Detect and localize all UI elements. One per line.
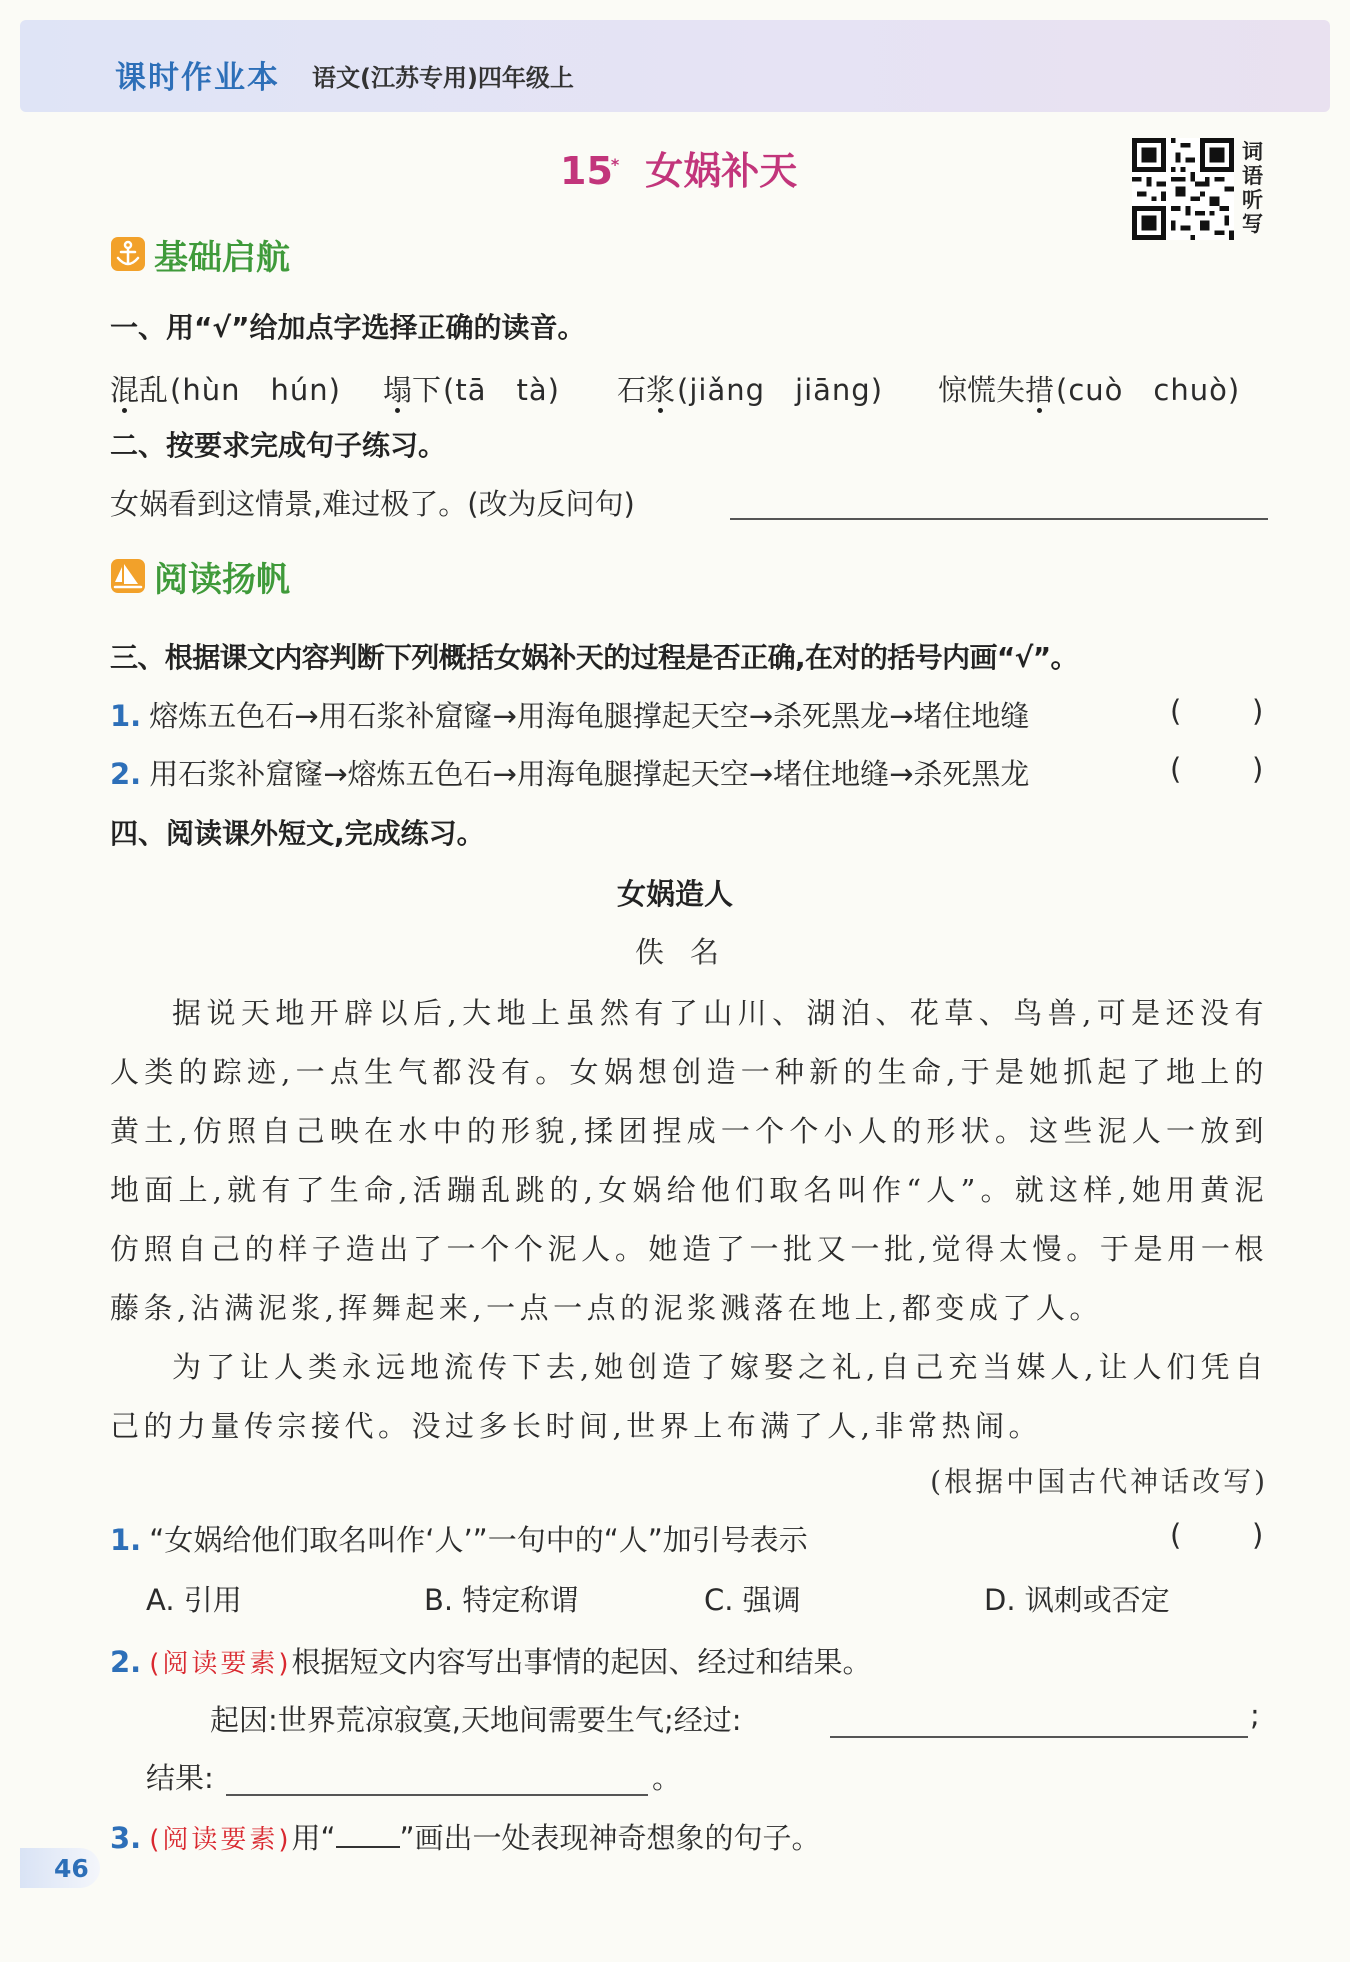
sail-icon [110, 558, 146, 594]
section-basic-heading: 基础启航 [110, 234, 290, 274]
page-number: 46 [54, 1854, 89, 1883]
result-answer-line[interactable] [226, 1794, 648, 1796]
option-b[interactable]: B. 特定称谓 [424, 1583, 579, 1617]
q1-heading: 一、用“√”给加点字选择正确的读音。 [110, 311, 586, 344]
q3-answer-paren[interactable]: ( [1170, 694, 1182, 728]
source-note: (根据中国古代神话改写) [930, 1465, 1268, 1498]
passage-author: 佚名 [634, 935, 745, 969]
section-reading-heading: 阅读扬帆 [110, 556, 290, 596]
qr-code-icon[interactable] [1132, 138, 1234, 240]
q4-sub2: 2. (阅读要素)根据短文内容写出事情的起因、经过和结果。 [110, 1645, 872, 1679]
passage-paragraph: 为了让人类永远地流传下去,她创造了嫁娶之礼,自己充当媒人,让人们凭自己的力量传宗接代。没过多长时间,世界上布满了人,非常热闹。 [110, 1350, 1268, 1443]
q4-sub1-answer-paren[interactable]: ( [1170, 1518, 1182, 1552]
q3-item: 2. 用石浆补窟窿→熔炼五色石→用海龟腿撑起天空→堵住地缝→杀死黑龙 [110, 757, 1030, 791]
pinyin-item: 混乱(hùn hún) [110, 373, 341, 407]
q2-answer-line[interactable] [730, 518, 1268, 520]
anchor-icon [110, 236, 146, 272]
option-a[interactable]: A. 引用 [146, 1583, 242, 1617]
q2-sentence: 女娲看到这情景,难过极了。(改为反问句) [110, 487, 635, 521]
passage-title: 女娲造人 [616, 877, 733, 911]
book-info: 语文(江苏专用)四年级上 [312, 64, 574, 92]
lesson-name: 女娲补天 [645, 149, 798, 193]
series-title: 课时作业本 [115, 60, 280, 96]
underline-sample [336, 1824, 400, 1848]
lesson-number: 15 [560, 149, 613, 193]
q4-sub2-result-label: 结果: [146, 1761, 214, 1795]
qr-label: 词 语 听 写 [1242, 140, 1263, 236]
passage-paragraph: 据说天地开辟以后,大地上虽然有了山川、湖泊、花草、鸟兽,可是还没有人类的踪迹,一点生气都没有。女娲想创造一种新的生命,于是她抓起了地上的黄土,仿照自己映在水中的形貌,揉团捏成一个个小人的形状。这些泥人一放到地面上,就有了生命,活蹦乱跳的,女娲给他们取名叫作“人”。就这样,她用黄泥仿照自己的样子造出了一个个泥人。她造了一批又一批,觉得太慢。于是用一根藤条,沾满泥浆,挥舞起来,一点一点的泥浆溅落在地上,都变成了人。 [110, 996, 1268, 1325]
option-d[interactable]: D. 讽刺或否定 [984, 1583, 1170, 1617]
pinyin-item: 塌下(tā tà) [383, 373, 560, 407]
lesson-mark: * [610, 155, 620, 175]
q2-heading: 二、按要求完成句子练习。 [110, 429, 447, 462]
q4-sub2-cause: 起因:世界荒凉寂寞,天地间需要生气;经过: [210, 1703, 742, 1737]
q3-answer-paren[interactable]: ( [1170, 752, 1182, 786]
q3-heading: 三、根据课文内容判断下列概括女娲补天的过程是否正确,在对的括号内画“√”。 [110, 641, 1078, 674]
process-answer-line[interactable] [830, 1736, 1248, 1738]
q4-sub3: 3. (阅读要素)用“ ”画出一处表现神奇想象的句子。 [110, 1821, 821, 1855]
passage-body [110, 984, 1268, 1456]
workbook-page: 课时作业本 语文(江苏专用)四年级上 15* 女娲补天 词 语 听 写 基础启航 一、用“√”给加点字选择正确的读音。 混乱(hùn hún) 塌下(tā tà) 石浆(jiǎng jiāng) 惊慌失措(cuò chuò) 二、按要求完成句子练习。 女娲看到这情景,难过极了。(改为反问句) 阅读扬帆 三、根据课文内容判断下列概括女娲补天的过程是否正确,在对的括号内画“√”。 1. 熔炼五色石→用石浆补窟窿→用海龟腿撑起天空→杀死黑龙→堵住地缝 ( ) 2. 用石浆补窟窿→熔炼五色石→用海龟腿撑起天空→堵住地缝→杀死黑龙 ( ) 四、阅读课外短文,完成练习。 女娲造人 佚名 据说天地开辟以后,大地上虽然有了山川、湖泊、花草、鸟兽,可是还没有人类的踪迹,一点生气都没有。女娲想创造一种新的生命,于是她抓起了地上的黄土,仿照自己映在水中的形貌,揉团捏成一个个小人的形状。这些泥人一放到地面上,就有了生命,活蹦乱跳的,女娲给他们取名叫作“人”。就这样,她用黄泥仿照自己的样子造出了一个个泥人。她造了一批又一批,觉得太慢。于是用一根藤条,沾满泥浆,挥舞起来,一点一点的泥浆溅落在地上,都变成了人。 为了让人类永远地流传下去,她创造了嫁娶之礼,自己充当媒人,让人们凭自己的力量传宗接代。没过多长时间,世界上布满了人,非常热闹。 (根据中国古代神话改写) 1. “女娲给他们取名叫作‘人’”一句中的“人”加引号表示 ( ) A. 引用 B. 特定称谓 C. 强调 D. 讽刺或否定 2. (阅读要素)根据短文内容写出事情的起因、经过和结果。 起因:世界荒凉寂寞,天地间需要生气;经过: ; 结果: 。 3. (阅读要素)用“ ”画出一处表现神奇想象的句子。 46 [0, 0, 1350, 1962]
q4-heading: 四、阅读课外短文,完成练习。 [110, 817, 485, 850]
q3-item: 1. 熔炼五色石→用石浆补窟窿→用海龟腿撑起天空→杀死黑龙→堵住地缝 [110, 699, 1030, 733]
q4-sub1: 1. “女娲给他们取名叫作‘人’”一句中的“人”加引号表示 [110, 1523, 808, 1557]
pinyin-item: 惊慌失措(cuò chuò) [938, 373, 1241, 407]
option-c[interactable]: C. 强调 [704, 1583, 801, 1617]
pinyin-item: 石浆(jiǎng jiāng) [617, 373, 884, 407]
lesson-title [560, 140, 797, 195]
